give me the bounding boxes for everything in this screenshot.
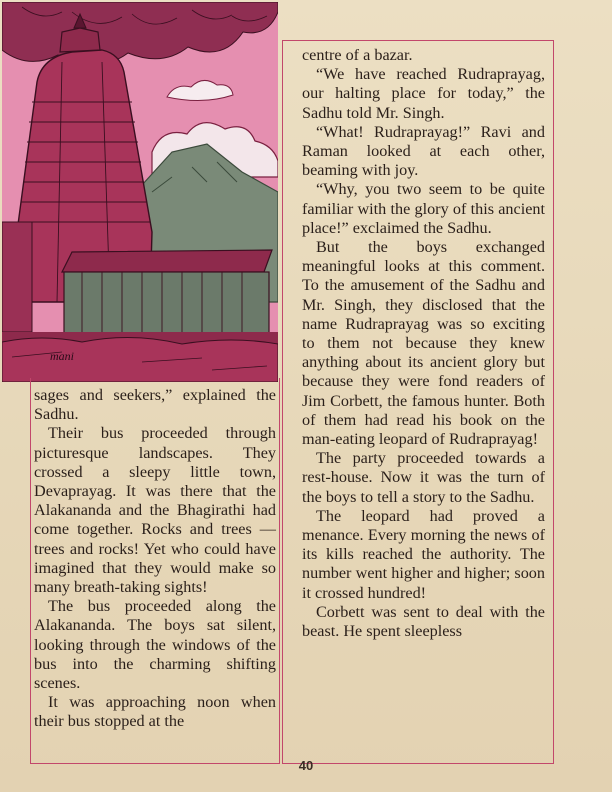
paragraph: The leopard had proved a menance. Every morning the news of its kills reached the authority. The number went higher and higher; soon it crossed hundred! [302, 506, 545, 602]
paragraph: “What! Rudraprayag!” Ravi and Raman looked at each other, beaming with joy. [302, 122, 545, 180]
temple-illustration [2, 2, 278, 382]
paragraph: The bus proceeded along the Alakananda. The boys sat silent, looking through the windows of the bus into the charming shifting scenes. [34, 597, 276, 693]
paragraph: “We have reached Rudraprayag, our halting place for today,” the Sadhu told Mr. Singh. [302, 65, 545, 122]
paragraph: sages and seekers,” explained the Sadhu. [34, 386, 276, 424]
left-text-column [34, 386, 276, 732]
illustration-signature: mani [50, 349, 74, 363]
page-number: 40 [298, 758, 314, 773]
right-text-column [302, 46, 545, 641]
paragraph: Their bus proceeded through picturesque landscapes. They crossed a sleepy little town, Devaprayag. It was there that the Alakananda and the Bhagirathi had come together. Rocks and trees — trees and rocks! Yet who could have imagined that they would make so many breath-taking sights! [34, 424, 276, 597]
paragraph: The party proceeded towards a rest-house. Now it was the turn of the boys to tell a story to the Sadhu. [302, 449, 545, 506]
paragraph: centre of a bazar. [302, 46, 413, 64]
paragraph: Corbett was sent to deal with the beast. He spent sleepless [302, 602, 545, 641]
paragraph: But the boys exchanged meaningful looks at this comment. To the amusement of the Sadhu and Mr. Singh, they disclosed that the name Rudraprayag was so exciting to them not because they knew anything about its ancient glory but because they were fond readers of Jim Corbett, the famous hunter. Both of them had read his book on the man-eating leopard of Rudraprayag! [302, 238, 545, 449]
paragraph: It was approaching noon when their bus stopped at the [34, 693, 276, 731]
paragraph: “Why, you two seem to be quite familiar with the glory of this ancient place!” exclaimed the Sadhu. [302, 180, 545, 237]
